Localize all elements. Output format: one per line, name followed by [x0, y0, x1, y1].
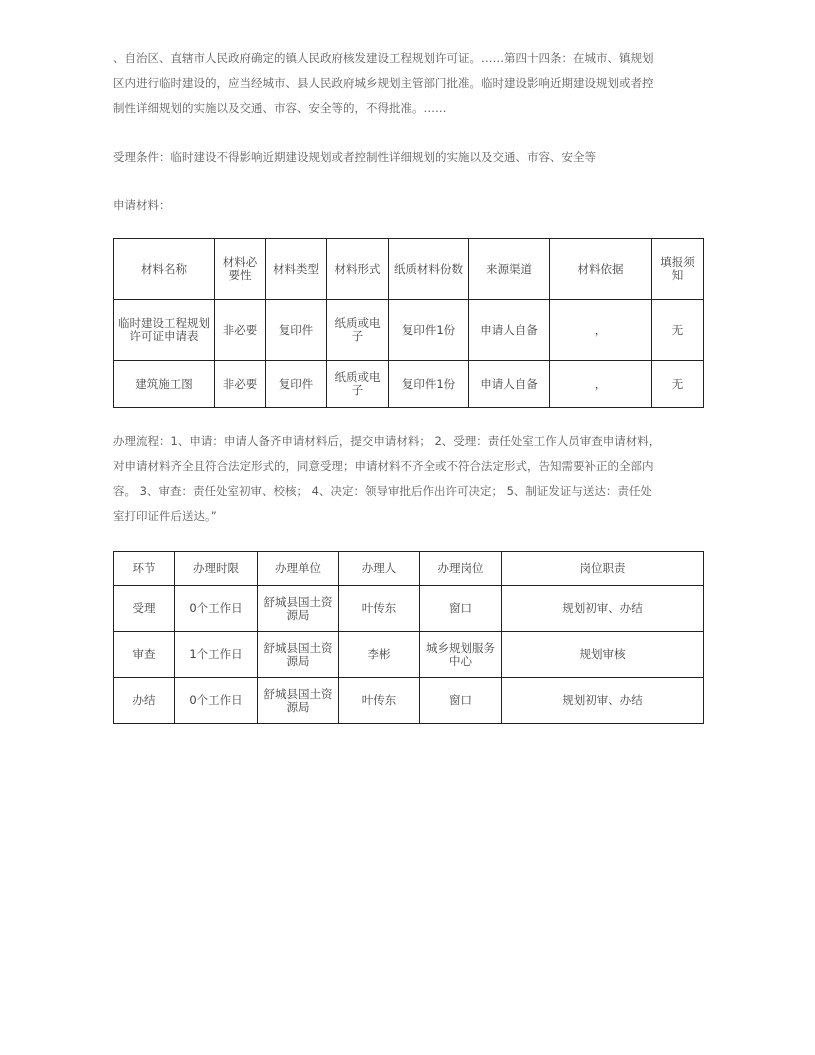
procedure-line: 对申请材料齐全且符合法定形式的，同意受理；申请材料不齐全或不符合法定形式，告知需要补正的全部内 — [113, 459, 654, 473]
table-cell: 非必要 — [215, 300, 266, 361]
table-row — [114, 586, 704, 632]
header-cell: 材料类型 — [266, 239, 327, 300]
header-cell: 办理人 — [339, 552, 420, 586]
table-cell: 无 — [652, 361, 704, 408]
table-cell: 0个工作日 — [175, 678, 258, 724]
intro-line: 区内进行临时建设的，应当经城市、县人民政府城乡规划主管部门批准。临时建设影响近期建设规划或者控 — [113, 76, 654, 90]
table-cell: 无 — [652, 300, 704, 361]
table-cell: 复印件 — [266, 361, 327, 408]
table-cell: 1个工作日 — [175, 632, 258, 678]
conditions-paragraph: 受理条件：临时建设不得影响近期建设规划或者控制性详细规划的实施以及交通、市容、安全等 — [113, 150, 596, 164]
table-header-row — [114, 552, 704, 586]
procedure-paragraph — [113, 429, 703, 529]
table-cell: 纸质或电子 — [327, 361, 389, 408]
procedure-line: 容。 3、审查：责任处室初审、校核； 4、决定：领导审批后作出许可决定； 5、制证发证与送达：责任处 — [113, 484, 652, 498]
table-cell: 申请人自备 — [469, 300, 550, 361]
header-cell: 材料形式 — [327, 239, 389, 300]
table-row — [114, 678, 704, 724]
table-cell: 办结 — [114, 678, 175, 724]
header-cell: 办理时限 — [175, 552, 258, 586]
table-cell: 规划初审、办结 — [502, 678, 704, 724]
header-cell: 来源渠道 — [469, 239, 550, 300]
header-cell: 办理岗位 — [420, 552, 502, 586]
intro-line: 、自治区、直辖市人民政府确定的镇人民政府核发建设工程规划许可证。……第四十四条：在城市、镇规划 — [113, 51, 654, 65]
table-cell: 舒城县国土资源局 — [258, 586, 339, 632]
table-cell: 叶传东 — [339, 678, 420, 724]
table-cell: 纸质或电子 — [327, 300, 389, 361]
procedure-line: 办理流程：1、申请：申请人备齐申请材料后，提交申请材料； 2、受理：责任处室工作人员审查申请材料， — [113, 434, 661, 448]
table-row — [114, 632, 704, 678]
table-cell: ， — [550, 300, 652, 361]
table-row — [114, 361, 704, 408]
table-cell: 李彬 — [339, 632, 420, 678]
table-cell: 规划初审、办结 — [502, 586, 704, 632]
table-cell: 建筑施工图 — [114, 361, 215, 408]
table-cell: 受理 — [114, 586, 175, 632]
intro-line: 制性详细规划的实施以及交通、市容、安全等的，不得批准。…… — [113, 101, 447, 115]
table-cell: 舒城县国土资源局 — [258, 678, 339, 724]
header-cell: 材料名称 — [114, 239, 215, 300]
table-cell: 复印件1份 — [389, 300, 469, 361]
table-cell: 复印件1份 — [389, 361, 469, 408]
table-cell: 规划审核 — [502, 632, 704, 678]
header-cell: 岗位职责 — [502, 552, 704, 586]
header-cell: 填报须知 — [652, 239, 704, 300]
intro-paragraph — [113, 46, 703, 121]
materials-table — [113, 238, 704, 408]
table-cell: 叶传东 — [339, 586, 420, 632]
header-cell: 材料必要性 — [215, 239, 266, 300]
materials-label: 申请材料： — [113, 198, 171, 212]
table-cell: 舒城县国土资源局 — [258, 632, 339, 678]
header-cell: 材料依据 — [550, 239, 652, 300]
header-cell: 办理单位 — [258, 552, 339, 586]
table-cell: 城乡规划服务中心 — [420, 632, 502, 678]
table-cell: 审查 — [114, 632, 175, 678]
table-header-row — [114, 239, 704, 300]
process-table — [113, 551, 704, 724]
header-cell: 环节 — [114, 552, 175, 586]
table-cell: 非必要 — [215, 361, 266, 408]
table-cell: 窗口 — [420, 586, 502, 632]
table-cell: 窗口 — [420, 678, 502, 724]
table-cell: 临时建设工程规划许可证申请表 — [114, 300, 215, 361]
table-cell: 复印件 — [266, 300, 327, 361]
table-cell: 申请人自备 — [469, 361, 550, 408]
header-cell: 纸质材料份数 — [389, 239, 469, 300]
table-row — [114, 300, 704, 361]
table-cell: 0个工作日 — [175, 586, 258, 632]
table-cell: ， — [550, 361, 652, 408]
procedure-line: 室打印证件后送达。” — [113, 509, 217, 523]
